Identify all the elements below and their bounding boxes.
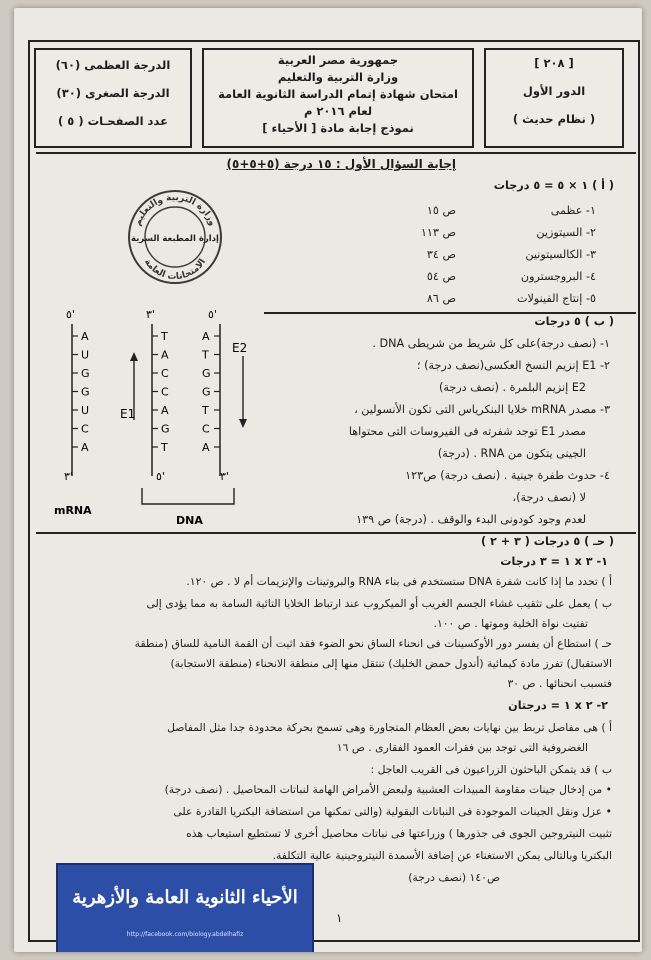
e1-arrowhead [130, 352, 138, 361]
header-right-box [484, 48, 624, 148]
part-c-line-12: تثبيت النيتروجين الجوى فى جذورها ) وزراعتها فى نباتات محاصيل أخرى لا تستطيع استيعاب هذه [186, 827, 612, 840]
part-c-heading: ( حـ ) ٥ درجات ( ٣ + ٢ ) [480, 535, 614, 548]
part-a-heading: ( أ ) ١ × ٥ = ٥ درجات [493, 179, 614, 192]
dna-bracket [142, 488, 234, 504]
banner-url: http://facebook.com/biology.abdelhafiz [126, 931, 244, 938]
mrna-base-letter: U [81, 404, 90, 417]
part-b-line-7: ٤- حدوث طفرة جينية . (نصف درجة) ص١٢٣ [405, 469, 610, 482]
dna-right-end5-top-label: ٥' [208, 308, 217, 321]
part-c-line-8: الغضروفية التى توجد بين فقرات العمود الفقارى . ص ١٦ [336, 741, 588, 754]
svg-text:وزارة التربية والتعليم [133, 193, 217, 227]
mrna-base-letter: G [81, 367, 90, 380]
dna-right-end3-bottom-label: ٣' [220, 470, 229, 483]
part-c-line-9: ب ) قد يتمكن الباحثون الزراعيون فى القريب العاجل : [370, 763, 612, 776]
mrna-bases [72, 330, 90, 454]
dna-right-base-letter: T [202, 404, 209, 417]
part-a-answer-4: ٤- البروجسترون [520, 270, 596, 283]
part-c-line-1: أ ) تحدد ما إذا كانت شفرة DNA ستستخدم فى بناء RNA والبروتينات والإنزيمات أم لا . ص ١٢٠. [186, 575, 612, 588]
header-center-box [202, 48, 474, 148]
mrna-label: mRNA [54, 504, 92, 517]
part-a-page-5: ص ٨٦ [426, 292, 456, 305]
part-c-sub2-heading: ٢- ٢ x ١ = درجتان [508, 699, 608, 712]
part-a-answer-5: ٥- إنتاج الفينولات [516, 292, 596, 305]
model-subject: نموذج إجابة مادة [ الأحياء ] [262, 121, 414, 135]
exam-name: امتحان شهادة إتمام الدراسة الثانوية العامة [218, 87, 458, 101]
country-name: جمهورية مصر العربية [277, 53, 399, 67]
part-c-line-3: تفتيت نواة الخلية وموتها . ص ١٠٠. [433, 617, 588, 630]
part-b-line-1: ١- (نصف درجة)على كل شريط من شريطى DNA . [372, 337, 610, 350]
part-a-answer-1: ١- عظمى [550, 204, 596, 217]
min-grade: الدرجة الصغرى (٣٠) [56, 86, 170, 100]
part-c-line-6: فتسبب انحنائها . ص ٣٠ [507, 677, 612, 690]
mrna-base-letter: A [81, 330, 89, 343]
part-b-line-6: الجينى يتكون من RNA . (درجة) [437, 447, 586, 460]
dna-left-base-letter: A [161, 348, 169, 362]
e2-label: E2 [232, 341, 248, 355]
exam-code: [ ٢٠٨ ] [534, 56, 574, 70]
banner-title: الأحياء الثانوية العامة والأزهرية [72, 887, 298, 908]
exam-system: ( نظام حديث ) [512, 112, 596, 126]
header-left-box [34, 48, 192, 148]
header-separator [36, 152, 636, 154]
dna-right-base-letter: T [202, 348, 209, 362]
dna-mrna-diagram [38, 300, 258, 530]
stamp-bottom-text: الامتحانات العامة [141, 257, 209, 283]
part-a-page-4: ص ٥٤ [426, 270, 456, 283]
part-c-sub1-heading: ١- ٣ x ١ = ٣ درجات [500, 555, 608, 568]
part-a-page-3: ص ٣٤ [426, 248, 456, 261]
dna-left-base-letter: A [161, 404, 169, 417]
max-grade: الدرجة العظمى (٦٠) [55, 58, 171, 72]
dna-left-base-letter: G [161, 422, 170, 436]
part-a-answer-3: ٣- الكالسيتونين [525, 248, 596, 261]
part-c-line-4: حـ ) استطاع أن يفسر دور الأوكسينات فى انحناء الساق نحو الضوء فقد اثبت أن القمة النامية للساق (منطقة [134, 637, 612, 650]
exam-session: الدور الأول [522, 84, 586, 98]
exam-year: لعام ٢٠١٦ م [303, 104, 373, 118]
part-a-answer-2: ٢- السيتوزين [536, 226, 596, 239]
mrna-base-letter: U [81, 348, 90, 362]
dna-right-bases [201, 330, 220, 454]
stamp-center-text: إدارة المطبعة السرية [131, 234, 219, 244]
part-b-line-8: لا (نصف درجة)، [512, 491, 586, 504]
dna-left-base-letter: T [161, 441, 168, 454]
dna-right-base-letter: G [202, 367, 211, 380]
watermark-banner [56, 863, 314, 952]
part-b-line-3: E2 إنزيم البلمرة . (نصف درجة) [438, 381, 586, 394]
dna-left-end5-bottom-label: ٥' [156, 470, 165, 483]
part-b-line-9: لعدم وجود كودونى البدء والوقف . (درجة) ص ١٣٩ [356, 513, 586, 526]
e1-label: E1 [120, 407, 136, 421]
ministry-name: وزارة التربية والتعليم [277, 70, 399, 84]
mrna-end3-label: ٣' [64, 470, 73, 483]
stamp-top-text: وزارة التربية والتعليم [132, 192, 218, 228]
part-b-line-5: مصدر E1 توجد شفرته فى الفيروسات التى محتواها [348, 425, 586, 438]
page-number: ١ [336, 911, 343, 925]
mrna-base-letter: A [81, 441, 89, 454]
dna-right-base-letter: G [202, 385, 211, 399]
dna-left-base-letter: C [161, 385, 169, 399]
part-c-line-10: • من إدخال جينات مقاومة المبيدات العشبية ولبعض الأمراض الهامة لنباتات المحاصيل . (نصف درجة) [164, 783, 612, 796]
dna-left-end3-top-label: ٣' [146, 308, 155, 321]
part-c-line-13: البكتريا وبالتالى يمكن الاستغناء عن إضافة الأسمدة النيتروجينية عالية التكلفة. [272, 849, 612, 862]
page-count: عدد الصفحـات ( ٥ ) [58, 114, 168, 128]
dna-right-base-letter: C [202, 422, 210, 436]
mrna-end5-label: ٥' [66, 308, 75, 321]
part-b-line-4: ٣- مصدر mRNA خلايا البنكرياس التى تكون الأنسولين ، [354, 403, 610, 416]
e2-arrowhead [239, 419, 247, 428]
dna-right-base-letter: A [202, 330, 210, 343]
part-c-line-5: الاستقبال) تفرز مادة كيمائية (أندول حمض الخليك) تنتقل منها إلى منطقة الانحناء (منطقة الاستجابة) [170, 657, 612, 670]
part-b-heading: ( ب ) ٥ درجات [534, 315, 614, 328]
dna-left-base-letter: C [161, 367, 169, 380]
part-b-line-2: ٢- E1 إنزيم النسخ العكسى(نصف درجة) ؛ [416, 359, 610, 372]
mrna-base-letter: C [81, 422, 89, 436]
svg-text:الامتحانات العامة [142, 257, 208, 282]
part-c-line-7: أ ) هى مفاصل تربط بين نهايات بعض العظام المتجاورة وهى تسمح بحركة محدودة جدا مثل المفاصل [167, 721, 612, 734]
part-a-page-1: ص ١٥ [426, 204, 456, 217]
official-stamp [126, 188, 224, 286]
dna-label: DNA [176, 514, 203, 527]
part-c-line-2: ب ) يعمل على تثقيب غشاء الجسم الغريب أو الميكروب عند ارتباط الخلايا التائية السامة به مما يؤدى إلى [146, 597, 612, 610]
mrna-base-letter: G [81, 385, 90, 399]
question-title: إجابة السؤال الأول : ١٥ درجة (٥+٥+٥) [226, 157, 456, 171]
dna-left-bases [152, 330, 170, 454]
part-c-line-14: ص١٤٠ (نصف درجة) [408, 871, 500, 884]
dna-left-base-letter: T [161, 330, 168, 343]
answer-sheet [14, 8, 642, 952]
part-c-line-11: • عزل ونقل الجينات الموجودة فى النباتات البقولية (والتى تمكنها من استضافة البكتريا القادرة على [173, 805, 612, 818]
dna-right-base-letter: A [202, 441, 210, 454]
part-a-page-2: ص ١١٣ [420, 226, 456, 239]
